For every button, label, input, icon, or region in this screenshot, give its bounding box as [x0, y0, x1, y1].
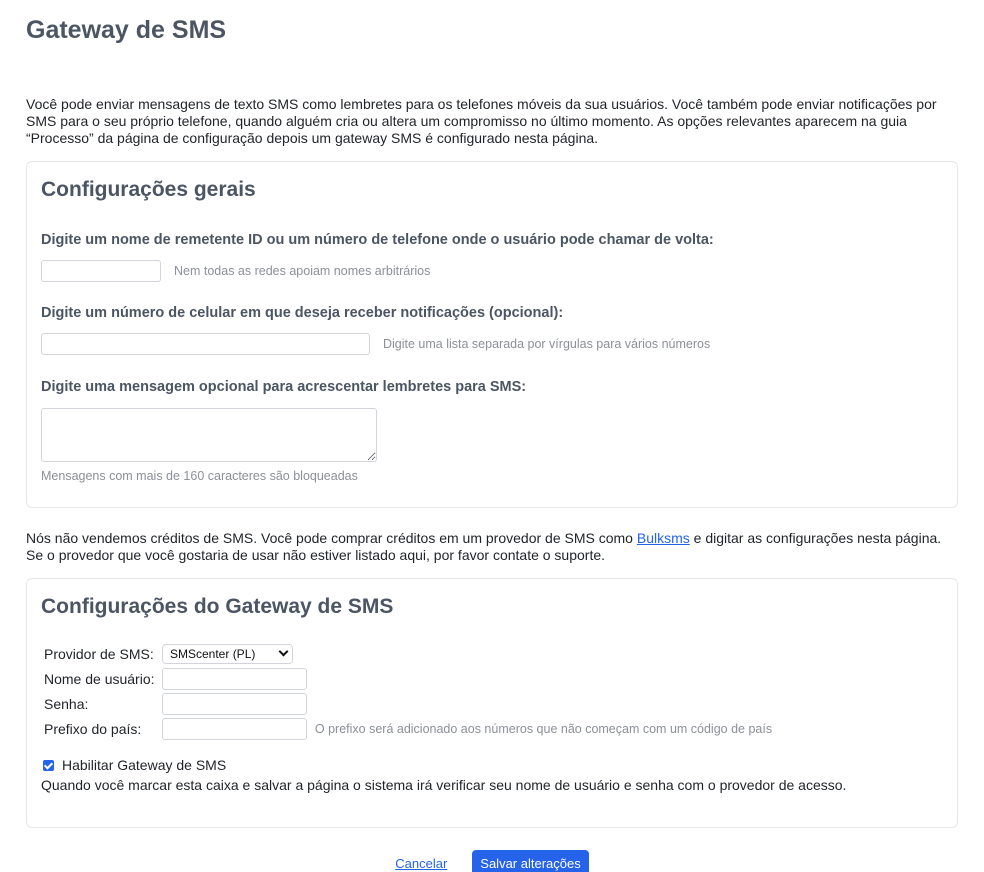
- country-prefix-input[interactable]: [162, 718, 307, 740]
- provider-label: Providor de SMS:: [44, 645, 154, 662]
- password-label: Senha:: [44, 695, 89, 712]
- gateway-form-table: [41, 641, 772, 741]
- page-title: Gateway de SMS: [26, 16, 227, 44]
- general-settings-title: Configurações gerais: [41, 178, 256, 201]
- form-actions: [26, 850, 958, 872]
- reminder-message-textarea[interactable]: [41, 408, 377, 462]
- credits-notice-text-after: e digitar as configurações nesta página. Se o provedor que você gostaria de usar não estiver listado aqui, por favor contate o suporte.: [26, 530, 942, 563]
- enable-gateway-row: [41, 757, 943, 773]
- password-row: [41, 691, 772, 716]
- reminder-message-hint: Mensagens com mais de 160 caracteres são bloqueadas: [41, 469, 358, 483]
- gateway-settings-title: Configurações do Gateway de SMS: [41, 595, 394, 618]
- enable-gateway-description: Quando você marcar esta caixa e salvar a página o sistema irá verificar seu nome de usuário e senha com o provedor de acesso.: [41, 777, 847, 793]
- provider-select-value: SMScenter (PL): [170, 646, 256, 661]
- username-input[interactable]: [162, 668, 307, 690]
- intro-text: Você pode enviar mensagens de texto SMS como lembretes para os telefones móveis da sua usuários. Você também pode enviar notificações por SMS para o seu próprio telefone, quando alguém cria ou altera um compromisso no último momento. As opções relevantes aparecem na guia “Processo” da página de configuração depois um gateway SMS é configurado nesta página.: [26, 96, 937, 146]
- password-input[interactable]: [162, 693, 307, 715]
- provider-select[interactable]: [162, 644, 293, 664]
- credits-notice: [26, 530, 958, 564]
- sender-id-hint: Nem todas as redes apoiam nomes arbitrários: [174, 264, 431, 278]
- save-changes-button[interactable]: Salvar alterações: [472, 850, 588, 872]
- provider-row: [41, 641, 772, 666]
- mobile-number-label: Digite um número de celular em que deseja receber notificações (opcional):: [41, 305, 564, 321]
- mobile-number-input[interactable]: [41, 333, 370, 355]
- country-prefix-hint: O prefixo será adicionado aos números que não começam com um código de país: [314, 722, 773, 736]
- cancel-link[interactable]: Cancelar: [395, 855, 448, 871]
- reminder-message-label: Digite uma mensagem opcional para acrescentar lembretes para SMS:: [41, 379, 527, 395]
- sender-id-label: Digite um nome de remetente ID ou um número de telefone onde o usuário pode chamar de volta:: [41, 232, 714, 248]
- chevron-down-icon: [279, 647, 289, 657]
- mobile-number-hint: Digite uma lista separada por vírgulas para vários números: [383, 337, 711, 351]
- enable-gateway-label[interactable]: Habilitar Gateway de SMS: [62, 757, 227, 773]
- mobile-number-row: [41, 333, 943, 355]
- general-settings-panel: [26, 161, 958, 508]
- bulksms-link[interactable]: Bulksms: [636, 530, 690, 546]
- gateway-settings-panel: [26, 578, 958, 828]
- enable-gateway-checkbox[interactable]: [43, 760, 54, 771]
- username-row: [41, 666, 772, 691]
- credits-notice-text-before: Nós não vendemos créditos de SMS. Você pode comprar créditos em um provedor de SMS como: [26, 530, 637, 546]
- country-prefix-label: Prefixo do país:: [44, 720, 142, 737]
- country-prefix-row: [41, 716, 772, 741]
- username-label: Nome de usuário:: [44, 670, 155, 687]
- sender-id-row: [41, 260, 943, 282]
- sender-id-input[interactable]: [41, 260, 161, 282]
